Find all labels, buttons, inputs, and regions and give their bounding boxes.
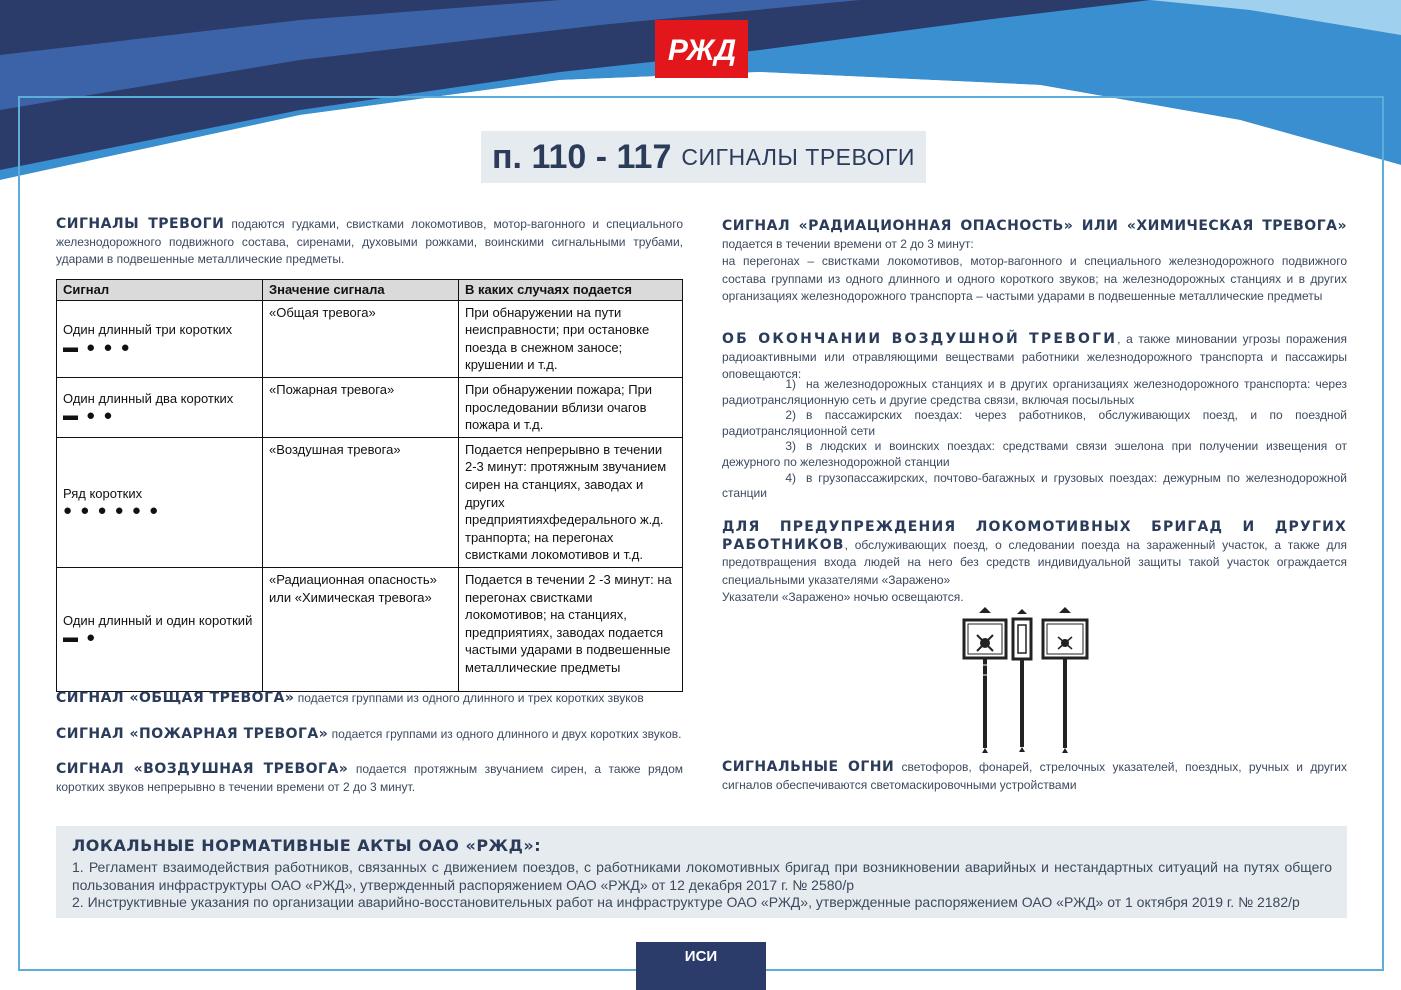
warning-paragraph — [722, 518, 1347, 606]
signal-cell — [57, 377, 263, 437]
warning-text: , обслуживающих поезд, о следовании поезда на зараженный участок, а также для предотвращения входа людей на него без средств индивидуальной защиты такой участок ограждается специальными указателями «Заражено» — [722, 537, 1347, 587]
normative-acts-heading: ЛОКАЛЬНЫЕ НОРМАТИВНЫЕ АКТЫ ОАО «РЖД»: — [72, 836, 542, 855]
meaning-cell: «Пожарная тревога» — [263, 377, 459, 437]
air-alarm-heading: СИГНАЛ «ВОЗДУШНАЯ ТРЕВОГА» — [56, 761, 349, 777]
table-header-row — [57, 280, 683, 301]
list-item — [722, 439, 1347, 470]
when-cell: При обнаружении пожара; При проследовании вблизи очагов пожара и т.д. — [459, 377, 683, 437]
signals-table — [56, 279, 683, 692]
list-item-number: 2) — [785, 408, 796, 423]
signal-lights-heading: СИГНАЛЬНЫЕ ОГНИ — [722, 759, 895, 775]
normative-act-item: 2. Инструктивные указания по организации аварийно-восстановительных работ на инфраструктуре ОАО «РЖД», утвержденные распоряжением ОАО «РЖД» от 1 октября 2019 г. № 2182/р — [72, 894, 1300, 910]
normative-act-item: 1. Регламент взаимодействия работников, связанных с движением поездов, с работниками локомотивных бригад при возникновении аварийных и нестандартных ситуаций на путях общего пользования инфраструктуры ОАО «РЖД», утвержденный распоряжением ОАО «РЖД» от 12 декабря 2017 г. № 2580/р — [72, 859, 1332, 893]
sign-skull-left — [964, 607, 1006, 753]
signal-name: Один длинный два коротких — [63, 390, 234, 406]
list-item-text: в людских и воинских поездах: средствами связи эшелона при получении извещения от дежурного по железнодорожной станции — [722, 439, 1347, 469]
intro-heading: СИГНАЛЫ ТРЕВОГИ — [56, 216, 225, 232]
list-item-text: в грузопассажирских, почтово-багажных и грузовых поездах: дежурным по железнодорожной станции — [722, 470, 1347, 501]
fire-alarm-paragraph — [56, 725, 683, 743]
table-row — [57, 300, 683, 377]
when-cell: При обнаружении на пути неисправности; при остановке поезда в снежном заносе; крушении и т.д. — [459, 300, 683, 377]
footer-label: ИСИ — [636, 942, 766, 990]
signal-pattern: ▬ ● ● — [63, 407, 115, 425]
list-item-number: 4) — [785, 470, 796, 485]
table-row — [57, 377, 683, 437]
list-item-number: 3) — [785, 439, 796, 454]
normative-acts-list — [72, 859, 1332, 912]
general-alarm-text: подается группами из одного длинного и трех коротких звуков — [294, 691, 644, 705]
meaning-cell: «Воздушная тревога» — [263, 437, 459, 567]
signal-name: Ряд коротких — [63, 485, 143, 501]
fire-alarm-text: подается группами из одного длинного и двух коротких звуков. — [328, 727, 682, 741]
table-row — [57, 437, 683, 567]
list-item — [722, 408, 1347, 439]
warning-heading: ДЛЯ ПРЕДУПРЕЖДЕНИЯ ЛОКОМОТИВНЫХ БРИГАД И ДРУГИХ РАБОТНИКОВ — [722, 519, 1347, 553]
rzd-logo — [655, 20, 748, 78]
when-cell: Подается в течении 2 -3 минут: на перегонах свистками локомотивов; на станциях, предприятиях, заводах подается частыми ударами в подвешенные металлические предметы — [459, 567, 683, 691]
table-row — [57, 567, 683, 691]
list-item-text: на железнодорожных станциях и в других организациях железнодорожного транспорта: через радиотрансляционную сеть и другие средства связи, включая посыльных — [722, 377, 1347, 407]
signal-pattern: ● ● ● ● ● ● — [63, 502, 161, 520]
page-title — [481, 131, 926, 183]
intro-text: подаются гудками, свистками локомотивов, мотор-вагонного и специального железнодорожного подвижного состава, сиренами, духовыми рожками, воинскими сигнальными трубами, ударами в подвешенные металлические предметы. — [56, 217, 683, 267]
general-alarm-heading: СИГНАЛ «ОБЩАЯ ТРЕВОГА» — [56, 690, 295, 706]
table-header-cell: В каких случаях подается — [459, 280, 683, 301]
table-header-cell: Значение сигнала — [263, 280, 459, 301]
signal-lights-paragraph — [722, 758, 1347, 793]
when-cell: Подается непрерывно в течении 2-3 минут: протяжным звучанием сирен на станциях, заводах и других предприятияхфедерального ж.д. транпорта; на перегонах свистками локомотивов и т.д. — [459, 437, 683, 567]
logo-text: РЖД — [667, 34, 736, 67]
air-alarm-text: подается протяжным звучанием сирен, а также рядом коротких звуков непрерывно в течении времени от 2 до 3 минут. — [56, 762, 683, 794]
sign-skull-right — [1043, 607, 1087, 753]
end-alert-list — [722, 377, 1347, 502]
air-alarm-paragraph — [56, 760, 683, 795]
normative-acts-panel — [56, 826, 1347, 918]
radiation-detail: на перегонах – свистками локомотивов, мотор-вагонного и специального железнодорожного подвижного состава группами из одного длинного и одного короткого звуков; на железнодорожных станциях и в других организациях железнодорожного транспорта – частыми ударами в подвешенные металлические предметы — [722, 254, 1347, 304]
sign-lamp-middle — [1013, 609, 1031, 752]
signal-cell — [57, 567, 263, 691]
signal-name: Один длинный и один короткий — [63, 612, 253, 628]
signal-lights-text: светофоров, фонарей, стрелочных указателей, поездных, ручных и других сигналов обеспечиваются светомаскировочными устройствами — [722, 760, 1347, 792]
fire-alarm-heading: СИГНАЛ «ПОЖАРНАЯ ТРЕВОГА» — [56, 726, 329, 742]
intro-paragraph — [56, 215, 683, 268]
title-text: СИГНАЛЫ ТРЕВОГИ — [681, 143, 915, 170]
end-alert-paragraph — [722, 330, 1347, 383]
radiation-paragraph — [722, 217, 1347, 305]
signal-name: Один длинный три коротких — [63, 322, 233, 338]
contamination-signs-illustration — [955, 605, 1095, 755]
end-alert-heading: ОБ ОКОНЧАНИИ ВОЗДУШНОЙ ТРЕВОГИ — [722, 331, 1118, 347]
general-alarm-paragraph — [56, 689, 683, 707]
meaning-cell: «Радиационная опасность» или «Химическая тревога» — [263, 567, 459, 691]
end-alert-text: , а также миновании угрозы поражения радиоактивными или отравляющими веществами работники железнодорожного транспорта и пассажиры оповещаются: — [722, 332, 1347, 382]
list-item — [722, 377, 1347, 408]
meaning-cell: «Общая тревога» — [263, 300, 459, 377]
list-item — [722, 471, 1347, 502]
radiation-text: подается в течении времени от 2 до 3 минут: — [722, 236, 974, 251]
list-item-number: 1) — [785, 377, 796, 391]
signal-cell — [57, 300, 263, 377]
table-header-cell: Сигнал — [57, 280, 263, 301]
signal-cell — [57, 437, 263, 567]
list-item-text: в пассажирских поездах: через работников, обслуживающих поезд, и по поездной радиотрансляционной сети — [722, 408, 1347, 438]
radiation-heading: СИГНАЛ «РАДИАЦИОННАЯ ОПАСНОСТЬ» ИЛИ «ХИМИЧЕСКАЯ ТРЕВОГА» — [722, 218, 1347, 234]
warning-note: Указатели «Заражено» ночью освещаются. — [722, 590, 964, 605]
title-number: п. 110 - 117 — [492, 137, 672, 176]
signal-pattern: ▬ ● ● ● — [63, 338, 132, 356]
signal-pattern: ▬ ● — [63, 629, 98, 647]
